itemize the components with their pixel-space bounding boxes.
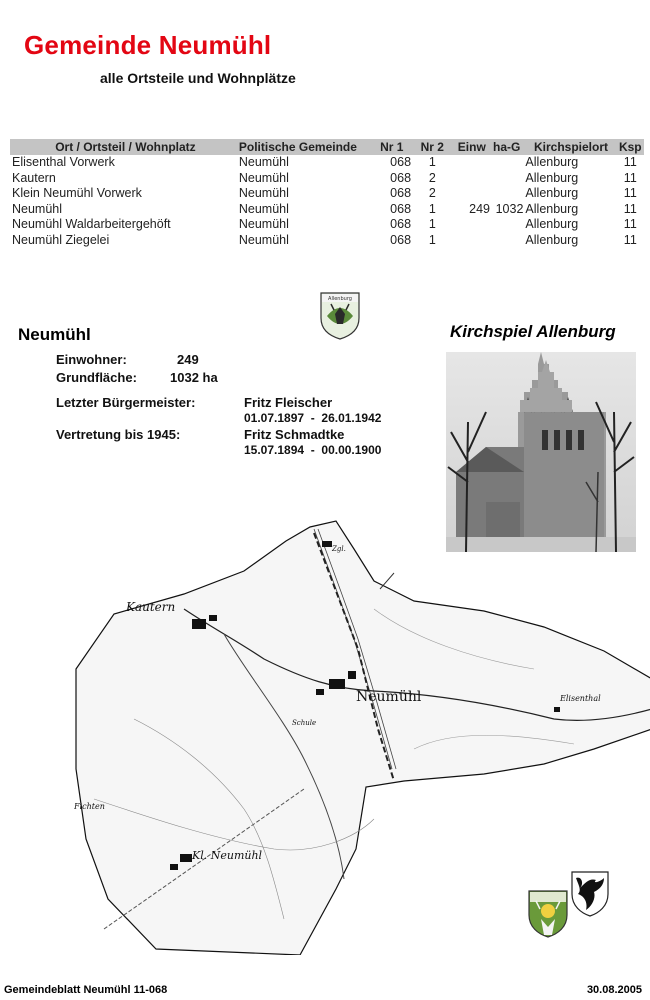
table-cell <box>454 155 490 171</box>
kirchspiel-heading: Kirchspiel Allenburg <box>450 322 616 341</box>
table-cell: Klein Neumühl Vorwerk <box>12 186 142 201</box>
buergermeister-dates: 01.07.1897 - 26.01.1942 <box>244 411 382 425</box>
vertretung-dates: 15.07.1894 - 00.00.1900 <box>244 443 382 457</box>
column-header: Nr 1 <box>373 139 411 155</box>
table-cell <box>454 233 490 249</box>
column-header: Politische Gemeinde <box>239 139 373 155</box>
table-header-row <box>10 139 644 155</box>
map-label-zgl: Zgl. <box>332 545 346 553</box>
neumuehl-crest-icon <box>527 889 569 939</box>
table-cell <box>454 186 490 202</box>
table-cell: 11 <box>623 170 637 185</box>
map-label-fichten: Fichten <box>74 802 105 811</box>
table-cell: 068 <box>390 170 412 185</box>
buergermeister-name: Fritz Fleischer <box>244 395 333 410</box>
table-cell: 11 <box>623 201 637 216</box>
flaeche-value: 1032 ha <box>170 370 218 385</box>
map-label-kl-neumuehl: Kl. Neumühl <box>192 849 263 862</box>
table-cell: 11 <box>623 232 637 247</box>
table-cell: Allenburg <box>525 170 579 185</box>
footer-document-id: Gemeindeblatt Neumühl 11-068 <box>4 984 168 996</box>
table-cell <box>490 155 523 171</box>
column-header: ha-G <box>490 139 523 155</box>
flaeche-label: Grundfläche: <box>56 370 137 385</box>
table-cell: 068 <box>390 155 412 170</box>
map-label-schule: Schule <box>292 719 317 727</box>
table-cell: Allenburg <box>525 217 579 232</box>
table-cell: 2 <box>428 170 436 185</box>
table-row <box>10 202 644 218</box>
table-cell: 11 <box>623 155 637 170</box>
table-cell <box>490 233 523 249</box>
table-cell: Kautern <box>12 170 56 185</box>
allenburg-crest-icon <box>318 290 362 340</box>
table-cell: Allenburg <box>525 155 579 170</box>
table-cell: 11 <box>623 186 637 201</box>
table-cell <box>490 171 523 187</box>
elk-crest-icon <box>570 870 610 918</box>
places-table <box>10 139 644 248</box>
buergermeister-label: Letzter Bürgermeister: <box>56 395 196 410</box>
table-cell: Neumühl Waldarbeitergehöft <box>12 217 171 232</box>
table-cell: Neumühl <box>238 186 289 201</box>
map-label-neumuehl: Neumühl <box>356 689 422 705</box>
table-cell: 068 <box>390 201 412 216</box>
column-header: Nr 2 <box>411 139 454 155</box>
vertretung-name: Fritz Schmadtke <box>244 427 345 442</box>
table-cell: Allenburg <box>525 201 579 216</box>
vertretung-label: Vertretung bis 1945: <box>56 427 181 442</box>
column-header: Ksp <box>617 139 644 155</box>
table-cell: Allenburg <box>525 186 579 201</box>
table-cell: Elisenthal Vorwerk <box>12 155 115 170</box>
table-cell: Neumühl <box>238 201 289 216</box>
table-cell: 249 <box>469 201 491 216</box>
page-title: Gemeinde Neumühl <box>24 30 272 60</box>
page-subtitle: alle Ortsteile und Wohnplätze <box>100 70 296 86</box>
table-cell: Neumühl <box>238 155 289 170</box>
table-row <box>10 217 644 233</box>
map-label-elisenthal: Elisenthal <box>560 694 601 703</box>
table-cell: 1 <box>428 217 436 232</box>
table-cell: 1 <box>428 155 436 170</box>
table-cell: 068 <box>390 186 412 201</box>
table-row <box>10 171 644 187</box>
table-cell: 11 <box>623 217 637 232</box>
table-cell: 068 <box>390 232 412 247</box>
table-cell: 1 <box>428 201 436 216</box>
footer-date: 30.08.2005 <box>586 984 642 996</box>
column-header: Kirchspielort <box>523 139 616 155</box>
table-cell: 2 <box>428 186 436 201</box>
table-row <box>10 186 644 202</box>
table-cell <box>490 217 523 233</box>
table-cell <box>454 171 490 187</box>
table-cell: Neumühl <box>238 170 289 185</box>
table-cell: 1 <box>428 232 436 247</box>
table-cell: Neumühl <box>12 201 63 216</box>
table-row <box>10 155 644 171</box>
column-header: Ort / Ortsteil / Wohnplatz <box>10 139 239 155</box>
table-cell: Neumühl Ziegelei <box>12 232 110 247</box>
table-row <box>10 233 644 249</box>
table-cell: Neumühl <box>238 217 289 232</box>
table-cell: Allenburg <box>525 232 579 247</box>
crest-label: Allenburg <box>328 296 352 302</box>
table-cell <box>454 217 490 233</box>
table-cell <box>490 186 523 202</box>
table-cell: 1032 <box>495 201 524 216</box>
map-label-kautern: Kautern <box>126 600 176 614</box>
place-name: Neumühl <box>18 325 91 344</box>
table-cell: 068 <box>390 217 412 232</box>
table-cell: Neumühl <box>238 232 289 247</box>
einwohner-label: Einwohner: <box>56 352 127 367</box>
column-header: Einw <box>454 139 490 155</box>
einwohner-value: 249 <box>177 352 199 367</box>
